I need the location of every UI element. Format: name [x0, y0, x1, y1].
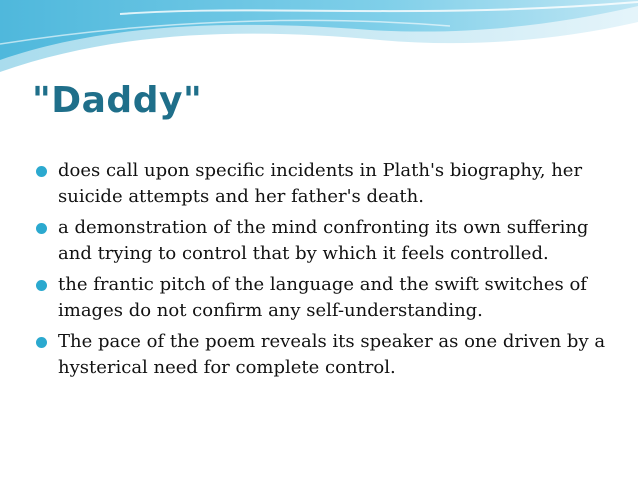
- filled-circle-bullet-icon: [36, 280, 47, 291]
- decorative-wave-banner: [0, 0, 638, 75]
- filled-circle-bullet-icon: [36, 166, 47, 177]
- bullet-item: [36, 272, 606, 324]
- bullet-text: the frantic pitch of the language and the swift switches of images do not confirm any self-understanding.: [58, 274, 587, 321]
- bullet-text: The pace of the poem reveals its speaker as one driven by a hysterical need for complete control.: [58, 331, 606, 378]
- bullet-text: does call upon specific incidents in Plath's biography, her suicide attempts and her father's death.: [58, 160, 583, 207]
- bullet-list: [36, 158, 606, 386]
- slide-title: "Daddy": [32, 80, 203, 121]
- bullet-text: a demonstration of the mind confronting its own suffering and trying to control that by which it feels controlled.: [58, 217, 589, 264]
- bullet-item: [36, 329, 606, 381]
- bullet-item: [36, 215, 606, 267]
- filled-circle-bullet-icon: [36, 223, 47, 234]
- bullet-item: [36, 158, 606, 210]
- filled-circle-bullet-icon: [36, 337, 47, 348]
